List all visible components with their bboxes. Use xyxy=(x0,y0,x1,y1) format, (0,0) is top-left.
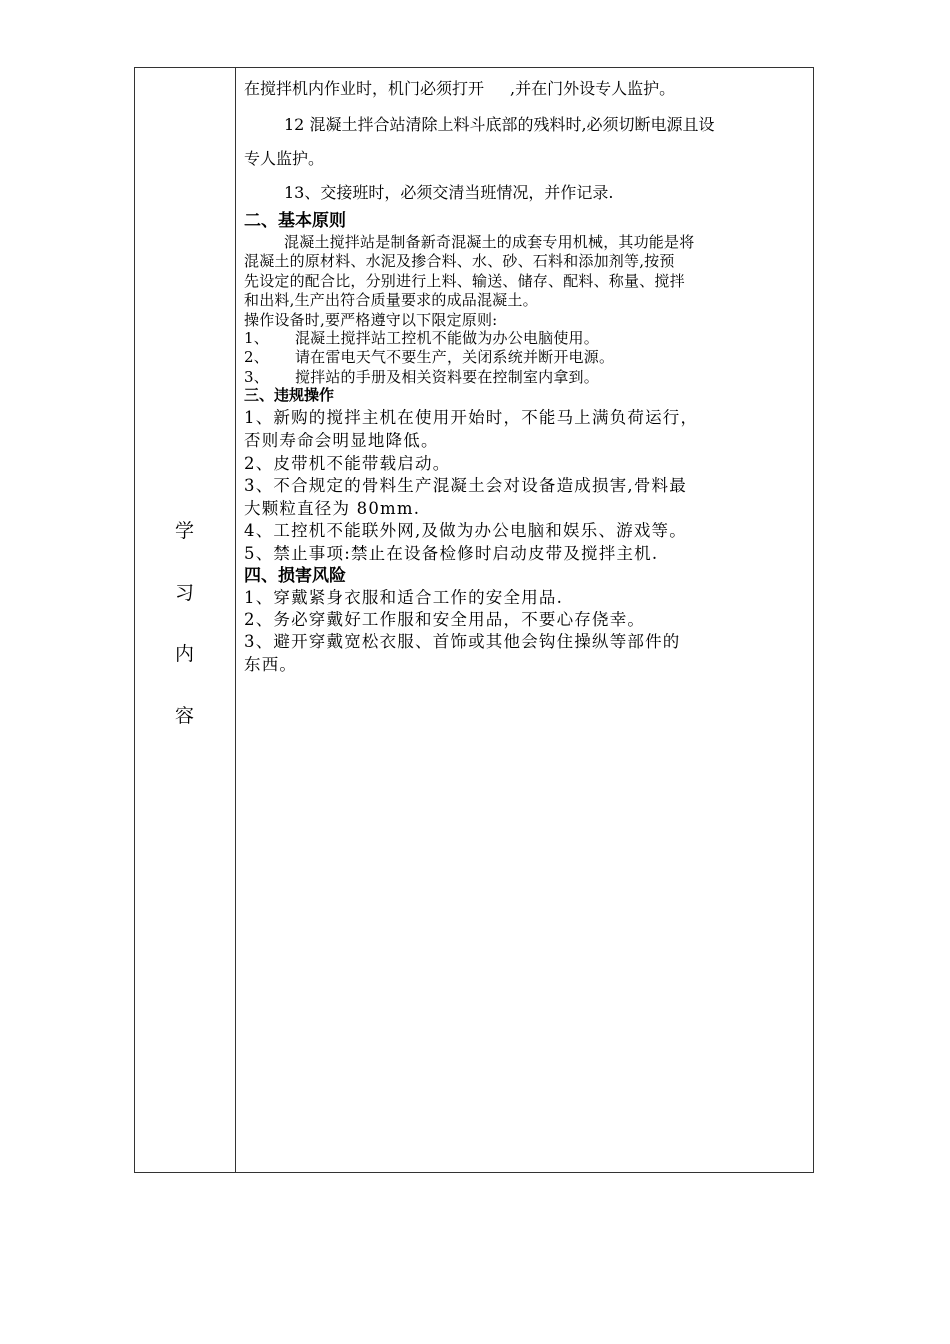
risks-line-2: 2、务必穿戴好工作服和安全用品，不要心存侥幸。 xyxy=(244,610,646,629)
item-number: 1、 xyxy=(244,329,269,347)
violations-line-2: 否则寿命会明显地降低。 xyxy=(244,431,439,450)
text-fragment: ,并在门外设专人监护。 xyxy=(510,79,676,98)
risks-line-3: 3、避开穿戴宽松衣服、首饰或其他会钩住操纵等部件的 xyxy=(244,632,681,651)
item-text: 搅拌站的手册及相关资料要在控制室内拿到。 xyxy=(294,368,599,386)
text-line-3: 专人监护。 xyxy=(244,149,325,168)
side-label-char-2: 习 xyxy=(174,582,194,604)
side-label-char-3: 内 xyxy=(174,643,194,665)
violations-line-1: 1、新购的搅拌主机在使用开始时，不能马上满负荷运行， xyxy=(244,408,699,427)
text-fragment: 在搅拌 xyxy=(244,79,293,98)
text-line-4: 13、交接班时，必须交清当班情况，并作记录. xyxy=(284,183,614,202)
principles-line-3: 先设定的配合比，分别进行上料、输送、储存、配料、称量、搅拌 xyxy=(244,272,685,290)
risks-line-4: 东西。 xyxy=(244,655,298,674)
violations-line-6: 4、工控机不能联外网,及做为办公电脑和娱乐、游戏等。 xyxy=(244,521,687,540)
section-heading-violations: 三、违规操作 xyxy=(244,386,335,404)
violations-line-7: 5、禁止事项:禁止在设备检修时启动皮带及搅拌主机. xyxy=(244,544,659,563)
column-divider xyxy=(235,67,236,1173)
text-line-2: 12 混凝土拌合站清除上料斗底部的残料时,必须切断电源且设 xyxy=(284,115,715,134)
item-number: 3、 xyxy=(244,368,269,386)
principles-line-1: 混凝土搅拌站是制备新奇混凝土的成套专用机械，其功能是将 xyxy=(284,233,695,251)
violations-line-3: 2、皮带机不能带载启动。 xyxy=(244,454,451,473)
item-text: 混凝土搅拌站工控机不能做为办公电脑使用。 xyxy=(294,329,599,347)
risks-line-1: 1、穿戴紧身衣服和适合工作的安全用品. xyxy=(244,588,564,607)
text-fragment: 机内 xyxy=(292,79,325,98)
item-number: 2、 xyxy=(244,348,269,366)
principles-line-2: 混凝土的原材料、水泥及掺合料、水、砂、石料和添加剂等,按预 xyxy=(244,252,675,270)
principles-item-2 xyxy=(244,346,614,367)
violations-line-5: 大颗粒直径为 80mm. xyxy=(244,499,421,518)
side-label-char-4: 容 xyxy=(174,705,194,727)
section-heading-principles: 二、基本原则 xyxy=(244,211,346,231)
item-text: 请在雷电天气不要生产，关闭系统并断开电源。 xyxy=(294,348,615,366)
principles-line-5: 操作设备时,要严格遵守以下限定原则: xyxy=(244,311,498,329)
text-fragment: 作业时，机门必须打开 xyxy=(324,79,485,98)
principles-item-1 xyxy=(244,327,599,348)
violations-line-4: 3、不合规定的骨料生产混凝土会对设备造成损害,骨料最 xyxy=(244,476,687,495)
section-heading-risks: 四、损害风险 xyxy=(244,566,346,586)
side-label-char-1: 学 xyxy=(174,520,194,542)
principles-line-4: 和出料,生产出符合质量要求的成品混凝土。 xyxy=(244,291,538,309)
text-line-1 xyxy=(244,76,675,99)
